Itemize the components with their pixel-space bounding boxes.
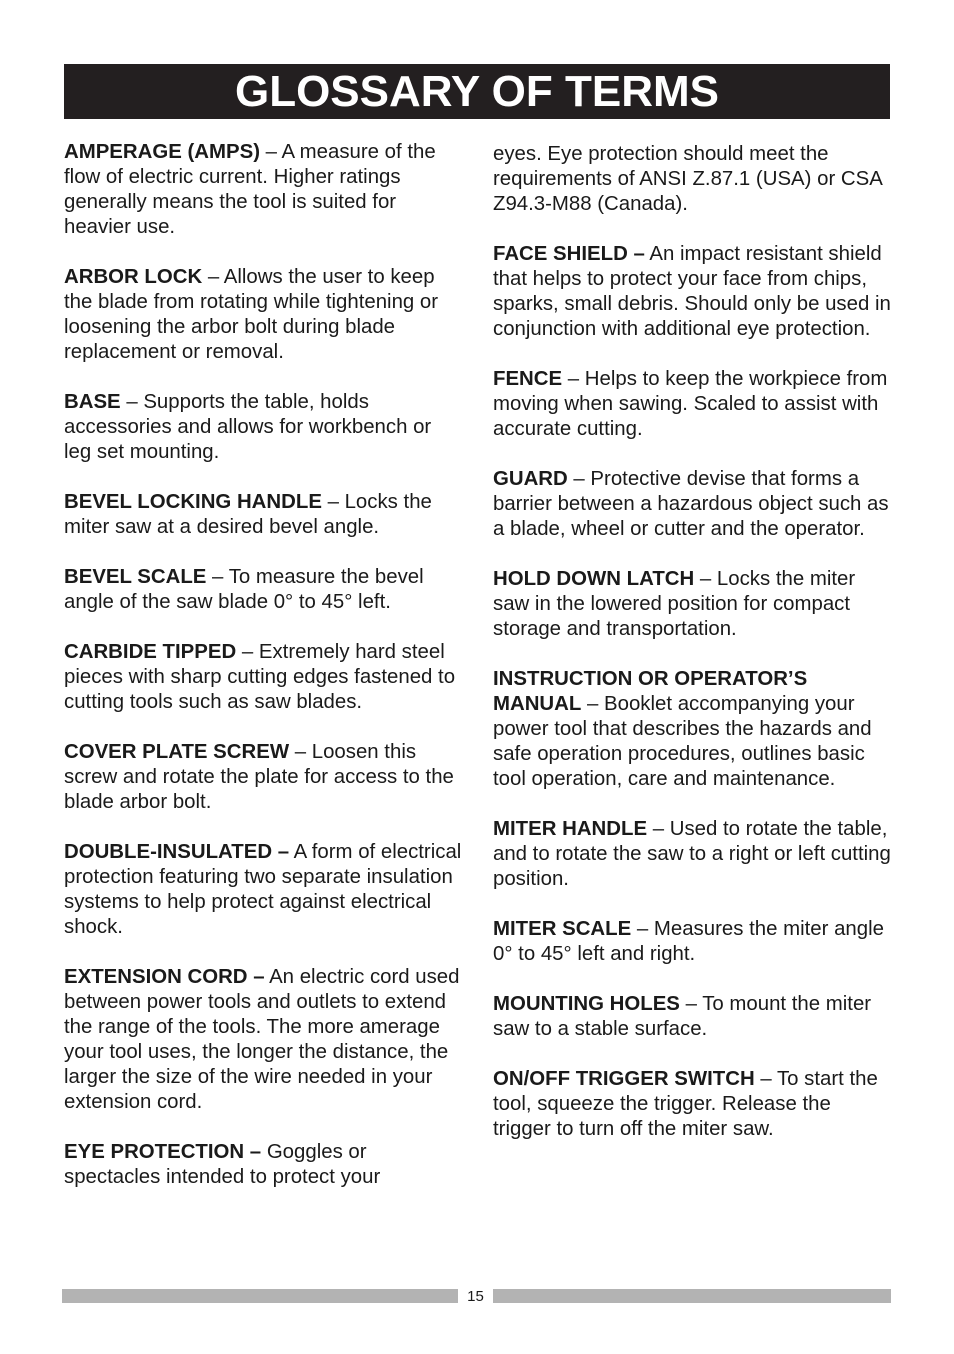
glossary-entry-continued — [493, 142, 893, 217]
glossary-entry — [493, 817, 893, 892]
glossary-entry — [64, 740, 464, 815]
left-column — [64, 140, 464, 1215]
glossary-term: BEVEL LOCKING HANDLE — [64, 491, 322, 513]
glossary-entry — [493, 1067, 893, 1142]
glossary-definition: eyes. Eye protection should meet the requirements of ANSI Z.87.1 (USA) or CSA Z94.3-M88 (Canada). — [493, 143, 882, 215]
glossary-entry — [64, 1140, 464, 1190]
glossary-definition: An impact resistant shield that helps to protect your face from chips, sparks, small debris. Should only be used in conjunction with additional eye protection. — [493, 243, 891, 340]
glossary-entry — [493, 242, 893, 342]
glossary-definition: – Allows the user to keep the blade from rotating while tightening or loosening the arbor bolt during blade replacement or removal. — [64, 266, 439, 363]
glossary-term: INSTRUCTION OR OPERATOR’S MANUAL — [493, 668, 808, 715]
glossary-term: FACE SHIELD – — [493, 243, 645, 265]
glossary-definition: – To measure the bevel angle of the saw blade 0° to 45° left. — [64, 566, 424, 613]
glossary-definition: A form of electrical protection featuring two separate insulation systems to help protect against electrical shock. — [64, 841, 462, 938]
glossary-entry — [64, 490, 464, 540]
glossary-term: MOUNTING HOLES — [493, 993, 680, 1015]
glossary-term: EYE PROTECTION – — [64, 1141, 262, 1163]
glossary-definition: – Measures the miter angle 0° to 45° left and right. — [493, 918, 884, 965]
footer-rule-left — [62, 1289, 458, 1303]
glossary-definition: Goggles or spectacles intended to protect your — [64, 1141, 381, 1188]
glossary-definition: – Helps to keep the workpiece from moving when sawing. Scaled to assist with accurate cutting. — [493, 368, 888, 440]
glossary-entry — [64, 140, 464, 240]
glossary-entry — [64, 390, 464, 465]
glossary-entry — [64, 265, 464, 365]
glossary-entry — [493, 992, 893, 1042]
glossary-definition: – Locks the miter saw at a desired bevel angle. — [64, 491, 432, 538]
glossary-entry — [64, 840, 464, 940]
glossary-entry — [493, 567, 893, 642]
glossary-entry — [64, 565, 464, 615]
glossary-term: AMPERAGE (AMPS) — [64, 141, 260, 163]
glossary-term: GUARD — [493, 468, 568, 490]
glossary-entry — [493, 917, 893, 967]
glossary-definition: – To mount the miter saw to a stable surface. — [493, 993, 872, 1040]
glossary-term: FENCE — [493, 368, 563, 390]
title-banner — [64, 64, 890, 119]
glossary-term: ARBOR LOCK — [64, 266, 203, 288]
glossary-definition: – Used to rotate the table, and to rotate the saw to a right or left cutting position. — [493, 818, 891, 890]
glossary-term: DOUBLE-INSULATED – — [64, 841, 290, 863]
glossary-definition: – To start the tool, squeeze the trigger. Release the trigger to turn off the miter saw. — [493, 1068, 878, 1140]
glossary-term: BASE — [64, 391, 121, 413]
glossary-entry — [64, 965, 464, 1115]
glossary-term: EXTENSION CORD – — [64, 966, 265, 988]
glossary-entry — [493, 367, 893, 442]
page-title: GLOSSARY OF TERMS — [234, 66, 720, 116]
glossary-entry — [493, 467, 893, 542]
glossary-definition: – Protective devise that forms a barrier between a hazardous object such as a blade, wheel or cutter and the operator. — [493, 468, 889, 540]
glossary-term: BEVEL SCALE — [64, 566, 207, 588]
glossary-definition: – Booklet accompanying your power tool that describes the hazards and safe operation procedures, outlines basic tool operation, care and maintenance. — [493, 693, 872, 790]
page-number: 15 — [467, 1288, 484, 1305]
glossary-definition: – Supports the table, holds accessories and allows for workbench or leg set mounting. — [64, 391, 432, 463]
glossary-term: CARBIDE TIPPED — [64, 641, 237, 663]
glossary-term: COVER PLATE SCREW — [64, 741, 290, 763]
glossary-definition: – Extremely hard steel pieces with sharp cutting edges fastened to cutting tools such as saw blades. — [64, 641, 456, 713]
glossary-term: HOLD DOWN LATCH — [493, 568, 695, 590]
glossary-entry — [493, 667, 893, 792]
glossary-definition: – Locks the miter saw in the lowered position for compact storage and transportation. — [493, 568, 856, 640]
glossary-term: MITER SCALE — [493, 918, 632, 940]
glossary-definition: – Loosen this screw and rotate the plate for access to the blade arbor bolt. — [64, 741, 454, 813]
glossary-entry — [64, 640, 464, 715]
glossary-definition: An electric cord used between power tools and outlets to extend the range of the tools. The more amerage your tool uses, the longer the distance, the larger the size of the wire needed in your extension cord. — [64, 966, 460, 1113]
glossary-term: MITER HANDLE — [493, 818, 648, 840]
glossary-definition: – A measure of the flow of electric current. Higher ratings generally means the tool is suited for heavier use. — [64, 141, 436, 238]
right-column — [493, 142, 893, 1167]
footer-rule-right — [493, 1289, 891, 1303]
glossary-term: ON/OFF TRIGGER SWITCH — [493, 1068, 755, 1090]
